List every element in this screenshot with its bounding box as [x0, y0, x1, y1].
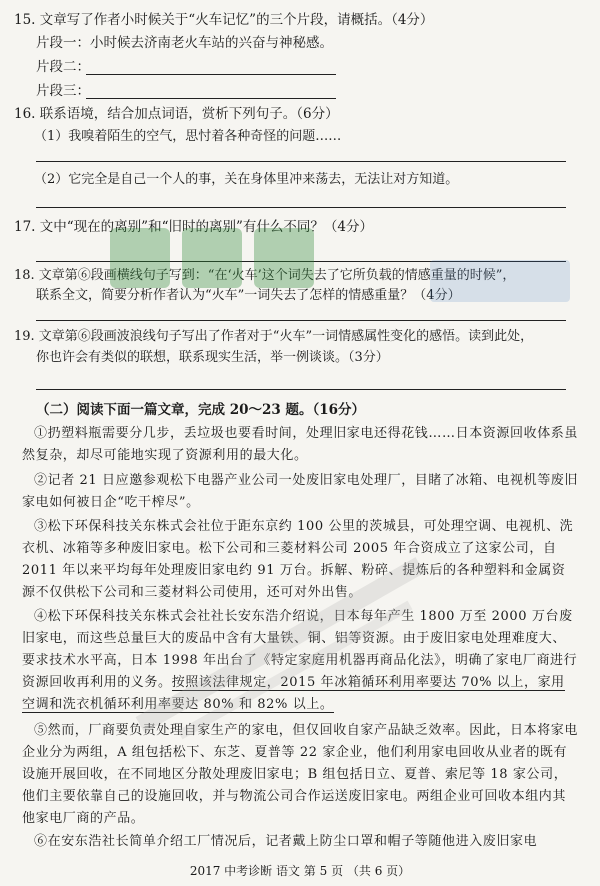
- q15-answer-line-3[interactable]: [86, 98, 336, 99]
- q15-answer-line-2[interactable]: [86, 74, 336, 75]
- q16-answer-line-1[interactable]: [36, 161, 566, 162]
- question-19-line-2: 你也许会有类似的联想，联系现实生活，举一例谈谈。（3分）: [36, 350, 389, 365]
- question-17: 17. 文中“现在的离别”和“旧时的离别”有什么不同？（4分）: [14, 219, 373, 235]
- section-heading: （二）阅读下面一篇文章，完成 20～23 题。（16分）: [36, 402, 366, 418]
- q15-segment-2-label: 片段二：: [36, 59, 90, 75]
- question-15: 15. 文章写了作者小时候关于“火车记忆”的三个片段，请概括。（4分）: [14, 12, 434, 28]
- question-19-line-1: 19. 文章第⑥段画波浪线句子写出了作者对于“火车”一词情感属性变化的感悟。读到此处，: [14, 329, 534, 344]
- q18-answer-line[interactable]: [36, 320, 566, 321]
- q15-segment-3-label: 片段三：: [36, 83, 90, 99]
- question-18-line-2: 联系全文，简要分析作者认为“火车”一词失去了怎样的情感重量？（4分）: [36, 288, 461, 303]
- q19-answer-line[interactable]: [36, 389, 566, 390]
- paragraph-4: [22, 606, 578, 716]
- question-16: 16. 联系语境，结合加点词语，赏析下列句子。（6分）: [14, 106, 339, 122]
- page-footer: 2017 中考诊断 语文 第 5 页 （共 6 页）: [189, 864, 411, 878]
- q16-answer-line-2[interactable]: [36, 207, 566, 208]
- q16-item-1: （1）我嗅着陌生的空气，思忖着各种奇怪的问题……: [34, 129, 342, 144]
- question-18-line-1: 18. 文章第⑥段画横线句子写到：“在‘火车’这个词失去了它所负载的情感重量的时候”，: [14, 268, 516, 283]
- paragraph-5: ⑤然而，厂商要负责处理自家生产的家电，但仅回收自家产品缺乏效率。因此，日本将家电企业分为两组，A 组包括松下、东芝、夏普等 22 家企业，他们利用家电回收从业者的既有设施开展回收，在不同地区分散处理废旧家电；B 组包括日立、夏普、索尼等 18 家公司，他们主要依靠自己的设施回收，并与物流公司合作运送废旧家电。两组企业可回收本组内其他家电厂商的产品。: [22, 723, 579, 826]
- paragraph-3: ③松下环保科技关东株式会社位于距东京约 100 公里的茨城县，可处理空调、电视机、洗衣机、冰箱等多种废旧家电。松下公司和三菱材料公司 2005 年合资成立了这家公司，自 2011 年以来平均每年处理废旧家电约 91 万台。拆解、粉碎、提炼后的各种塑料和金属资源不仅供松下公司和三菱材料公司使用，还可对外出售。: [22, 519, 574, 600]
- paragraph-4-underlined: 按照该法律规定，2015 年冰箱循环利用率要达 70% 以上，家用空调和洗衣机循环利用率要达 80% 和 82% 以上。: [22, 675, 565, 712]
- paragraph-6: ⑥在安东浩社长简单介绍工厂情况后，记者戴上防尘口罩和帽子等随他进入废旧家电: [34, 834, 538, 849]
- paragraph-4-text: ④松下环保科技关东株式会社社长安东浩介绍说，日本每年产生 1800 万至 2000 万台废旧家电，而这些总量巨大的废品中含有大量铁、铜、铝等资源。由于废旧家电处理难度大、要求技术水平高，日本 1998 年出台了《特定家庭用机器再商品化法》，明确了家电厂商进行资源回收再利用的义务。: [22, 609, 578, 690]
- paragraph-2: ②记者 21 日应邀参观松下电器产业公司一处废旧家电处理厂，目睹了冰箱、电视机等废旧家电如何被日企“吃干榨尽”。: [22, 473, 579, 510]
- q15-segment-1: 片段一：小时候去济南老火车站的兴奋与神秘感。: [36, 35, 333, 51]
- paragraph-1: ①扔塑料瓶需要分几步，丢垃圾也要看时间，处理旧家电还得花钱……日本资源回收体系虽然复杂，却尽可能地实现了资源利用的最大化。: [22, 426, 579, 463]
- q17-answer-line[interactable]: [36, 261, 566, 262]
- q16-item-2: （2）它完全是自己一个人的事，关在身体里冲来荡去，无法让对方知道。: [34, 172, 459, 187]
